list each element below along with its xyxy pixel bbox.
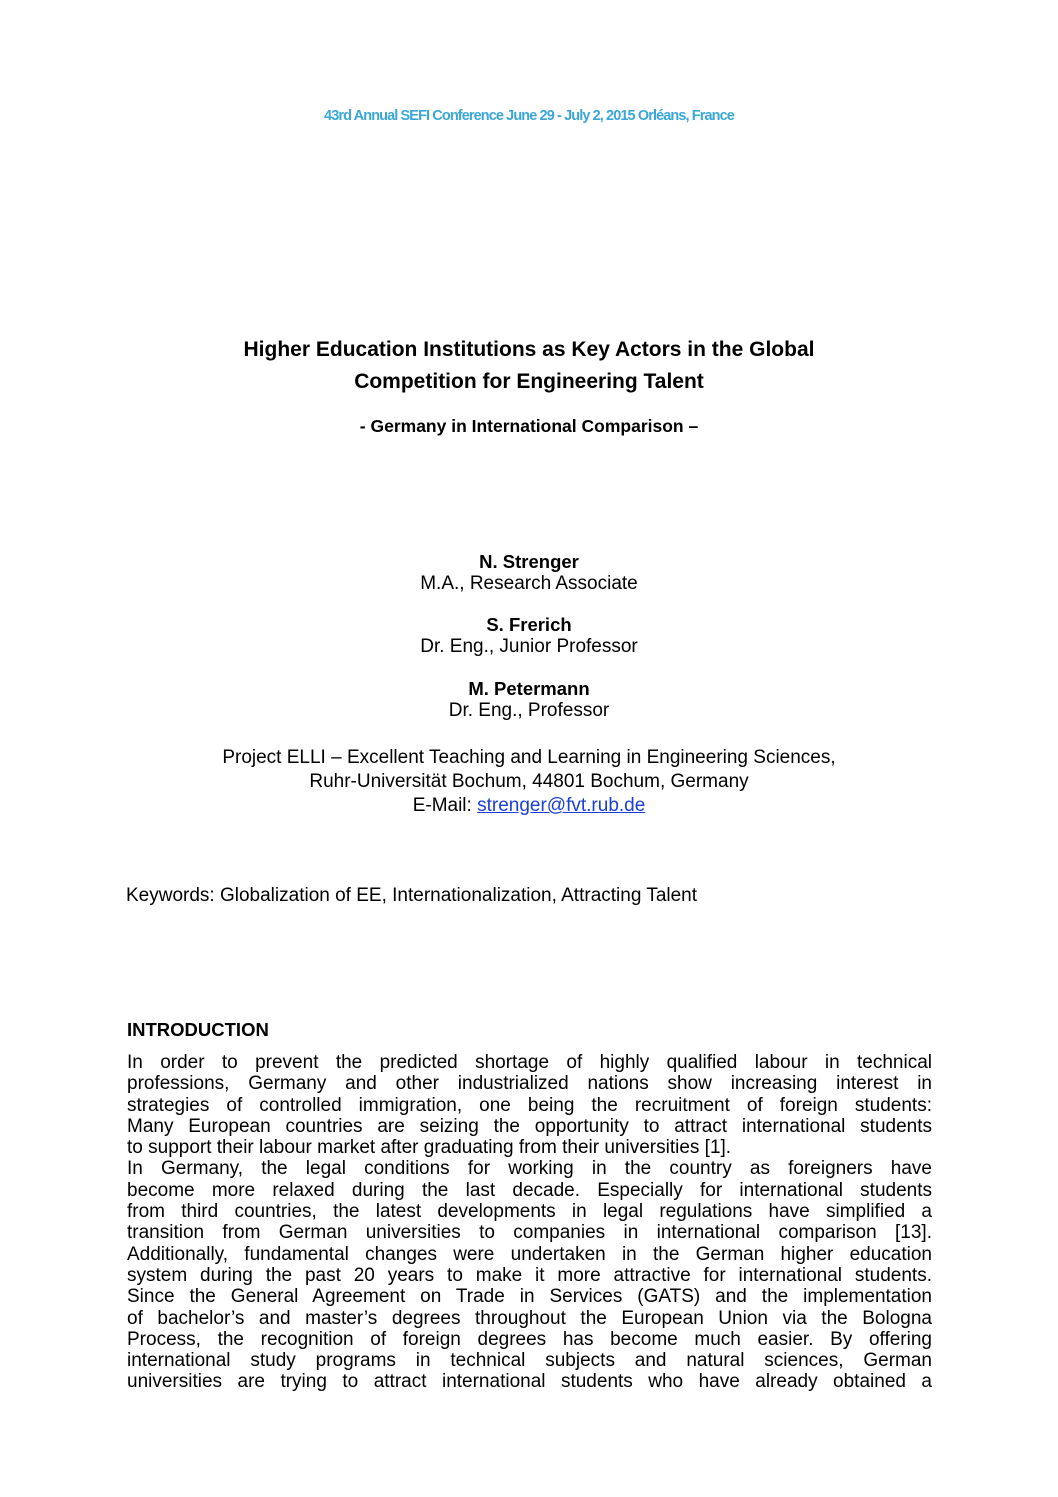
introduction-line: Many European countries are seizing the opportunity to attract international students [127, 1115, 932, 1137]
author-role: Dr. Eng., Junior Professor [420, 636, 638, 657]
conference-header: 43rd Annual SEFI Conference June 29 - July 2, 2015 Orléans, France [324, 108, 734, 124]
author-3 [129, 678, 929, 722]
affiliation-line-1: Project ELLI – Excellent Teaching and Learning in Engineering Sciences, [222, 747, 836, 768]
introduction-line: to support their labour market after graduating from their universities [1]. [127, 1137, 732, 1159]
introduction-body [127, 1052, 932, 1393]
introduction-line: of bachelor’s and master’s degrees throughout the European Union via the Bologna [127, 1307, 932, 1329]
author-name: N. Strenger [479, 551, 579, 572]
author-1 [129, 551, 929, 595]
introduction-heading: INTRODUCTION [127, 1019, 269, 1040]
introduction-line: become more relaxed during the last decade. Especially for international students [127, 1179, 932, 1201]
introduction-line: professions, Germany and other industrialized nations show increasing interest in [127, 1073, 932, 1095]
introduction-line: strategies of controlled immigration, one being the recruitment of foreign students: [127, 1094, 932, 1116]
author-2 [129, 614, 929, 658]
paper-title-line-2: Competition for Engineering Talent [354, 370, 704, 393]
introduction-line: system during the past 20 years to make it more attractive for international students. [127, 1264, 932, 1286]
paper-subtitle: - Germany in International Comparison – [359, 416, 699, 436]
author-name: S. Frerich [486, 614, 572, 635]
introduction-line: from third countries, the latest developments in legal regulations have simplified a [127, 1201, 932, 1223]
introduction-line: universities are trying to attract international students who have already obtained a [127, 1371, 932, 1393]
email-line [129, 794, 929, 818]
introduction-line: transition from German universities to companies in international comparison [13]. [127, 1222, 932, 1244]
introduction-line: Process, the recognition of foreign degrees has become much easier. By offering [127, 1328, 932, 1350]
paper-title [129, 334, 929, 398]
author-name: M. Petermann [468, 678, 590, 699]
email-label: E-Mail: [412, 795, 478, 816]
introduction-line: Since the General Agreement on Trade in Services (GATS) and the implementation [127, 1286, 932, 1308]
author-role: M.A., Research Associate [420, 573, 638, 594]
introduction-line: In order to prevent the predicted shortage of highly qualified labour in technical [127, 1052, 932, 1073]
paper-title-line-1: Higher Education Institutions as Key Actors in the Global [243, 338, 815, 361]
introduction-line: international study programs in technical subjects and natural sciences, German [127, 1350, 932, 1372]
affiliation-line-2: Ruhr-Universität Bochum, 44801 Bochum, Germany [309, 771, 749, 792]
email-link[interactable]: strenger@fvt.rub.de [477, 795, 646, 816]
author-role: Dr. Eng., Professor [448, 700, 610, 721]
introduction-line: In Germany, the legal conditions for working in the country as foreigners have [127, 1158, 932, 1180]
affiliation [129, 746, 929, 818]
introduction-line: Additionally, fundamental changes were undertaken in the German higher education [127, 1243, 932, 1265]
keywords: Keywords: Globalization of EE, Internationalization, Attracting Talent [126, 885, 698, 906]
